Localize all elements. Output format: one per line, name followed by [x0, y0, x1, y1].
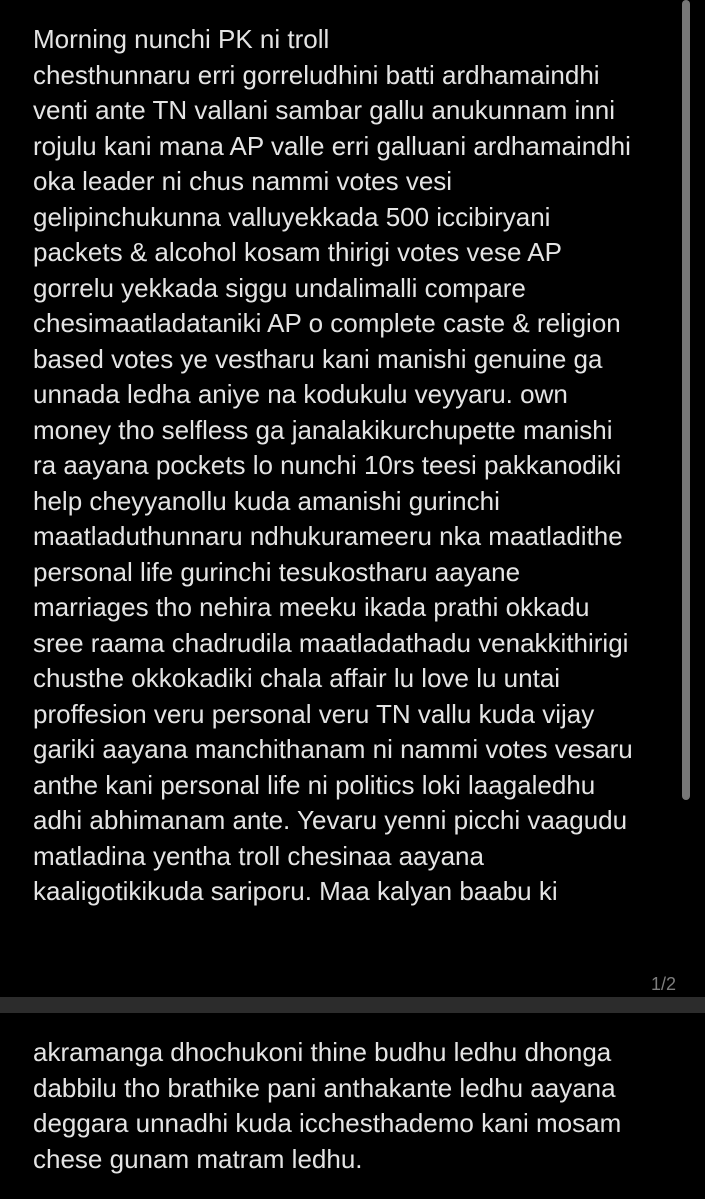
- text-line: chesthunnaru erri gorreludhini batti ardhamaindhi: [33, 59, 600, 90]
- text-line: anthe kani personal life ni politics loki laagaledhu: [33, 769, 596, 800]
- vertical-scrollbar[interactable]: [682, 0, 690, 800]
- text-line: chesimaatladataniki AP o complete caste & religion: [33, 308, 621, 338]
- note-body-text: [33, 1035, 621, 1177]
- page-indicator: 1/2: [650, 974, 676, 994]
- text-line: packets & alcohol kosam thirigi votes vese AP: [33, 237, 562, 267]
- text-line: based votes ye vestharu kani manishi genuine ga: [33, 343, 603, 374]
- text-line: unnada ledha aniye na kodukulu veyyaru. own: [33, 379, 568, 409]
- text-line: dabbilu tho brathike pani anthakante ledhu aayana: [33, 1072, 616, 1103]
- text-line: gorrelu yekkada siggu undalimalli compare: [33, 272, 526, 303]
- text-line: deggara unnadhi kuda icchesthademo kani mosam: [33, 1108, 622, 1138]
- text-line: kaaligotikikuda sariporu. Maa kalyan baabu ki: [33, 876, 558, 906]
- text-line: venti ante TN vallani sambar gallu anukunnam inni: [33, 95, 615, 125]
- text-line: chese gunam matram ledhu.: [33, 1143, 363, 1174]
- text-line: personal life gurinchi tesukostharu aayane: [33, 556, 521, 587]
- note-body-text: [33, 22, 633, 910]
- text-line: rojulu kani mana AP valle erri galluani ardhamaindhi: [33, 130, 631, 161]
- text-line: proffesion veru personal veru TN vallu kuda vijay: [33, 698, 595, 729]
- text-line: maatladuthunnaru ndhukurameeru nka maatladithe: [33, 521, 623, 551]
- text-line: adhi abhimanam ante. Yevaru yenni picchi vaagudu: [33, 805, 628, 835]
- text-line: sree raama chadrudila maatladathadu venakkithirigi: [33, 627, 629, 658]
- text-line: money tho selfless ga janalakikurchupette manishi: [33, 414, 613, 445]
- text-line: oka leader ni chus nammi votes vesi: [33, 166, 453, 196]
- text-line: ra aayana pockets lo nunchi 10rs teesi pakkanodiki: [33, 450, 622, 480]
- note-page-2[interactable]: [0, 1013, 705, 1199]
- text-line: akramanga dhochukoni thine budhu ledhu dhonga: [33, 1037, 612, 1067]
- text-line: Morning nunchi PK ni troll: [33, 24, 330, 54]
- text-line: gelipinchukunna valluyekkada 500 iccibiryani: [33, 201, 551, 232]
- page-divider: [0, 997, 705, 1013]
- text-line: help cheyyanollu kuda amanishi gurinchi: [33, 485, 500, 516]
- text-line: chusthe okkokadiki chala affair lu love lu untai: [33, 663, 561, 693]
- text-line: matladina yentha troll chesinaa aayana: [33, 840, 484, 871]
- text-line: marriages tho nehira meeku ikada prathi okkadu: [33, 592, 590, 622]
- text-line: gariki aayana manchithanam ni nammi votes vesaru: [33, 734, 633, 764]
